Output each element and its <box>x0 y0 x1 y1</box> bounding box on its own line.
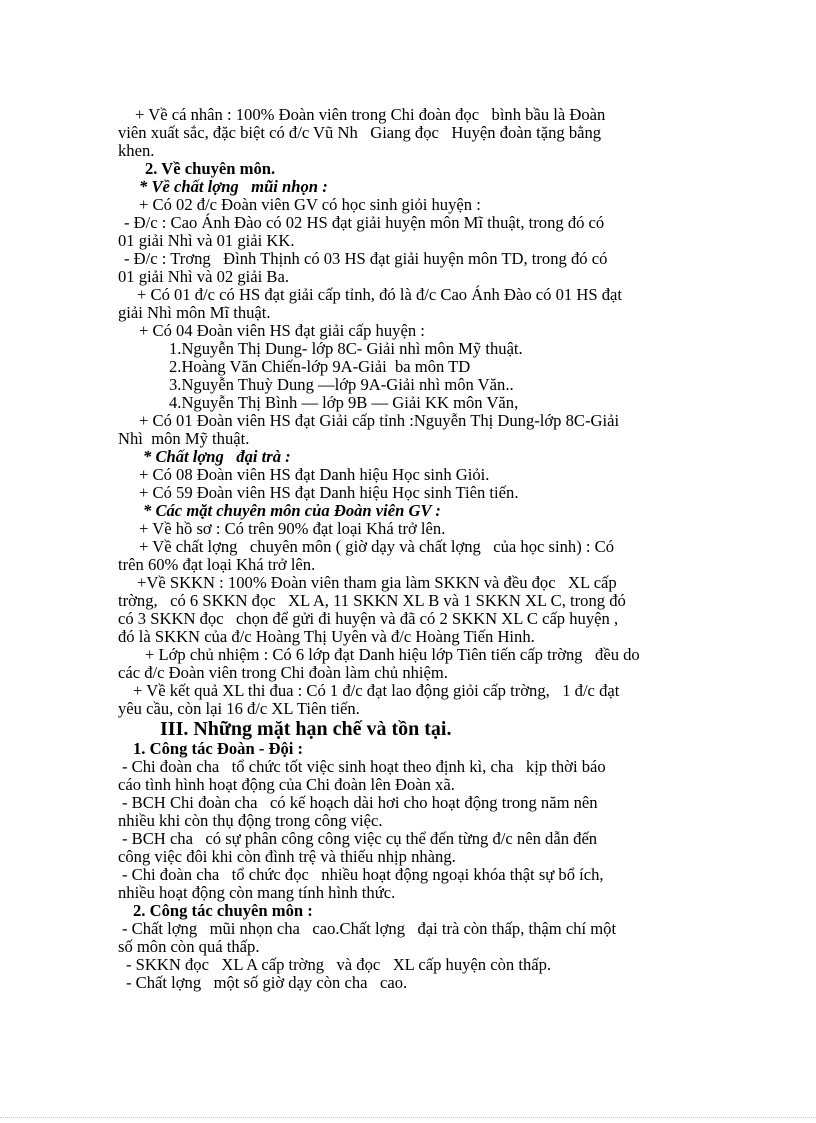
text-line: - SKKN đọc XL A cấp trờng và đọc XL cấp huyện còn thấp. <box>126 955 552 974</box>
text-line: + Có 08 Đoàn viên HS đạt Danh hiệu Học sinh Giỏi. <box>139 465 490 484</box>
text-line: các đ/c Đoàn viên trong Chi đoàn làm chủ nhiệm. <box>118 663 448 682</box>
text-line: viên xuất sắc, đặc biệt có đ/c Vũ Nh Giang đọc Huyện đoàn tặng bằng <box>118 123 602 142</box>
text-line: - BCH Chi đoàn cha có kế hoạch dài hơi cho hoạt động trong năm nên <box>122 793 598 812</box>
text-line: + Về chất lợng chuyên môn ( giờ dạy và chất lợng của học sinh) : Có <box>139 537 615 556</box>
text-line: có 3 SKKN đọc chọn để gửi đi huyện và đã có 2 SKKN XL C cấp huyện , <box>118 609 619 628</box>
text-line: - Chi đoàn cha tổ chức tốt việc sinh hoạt theo định kì, cha kịp thời báo <box>122 757 606 776</box>
text-line: trên 60% đạt loại Khá trở lên. <box>118 555 316 574</box>
page-bottom-border <box>0 1117 816 1118</box>
subsection-heading: * Các mặt chuyên môn của Đoàn viên GV : <box>143 501 441 520</box>
text-line: nhiều khi còn thụ động trong công việc. <box>118 811 383 830</box>
text-line: Nhì môn Mỹ thuật. <box>118 429 250 448</box>
text-line: + Về kết quả XL thi đua : Có 1 đ/c đạt lao động giỏi cấp trờng, 1 đ/c đạt <box>133 681 620 700</box>
text-line: - Chất lợng mũi nhọn cha cao.Chất lợng đại trà còn thấp, thậm chí một <box>122 919 617 938</box>
text-line: nhiều hoạt động còn mang tính hình thức. <box>118 883 396 902</box>
text-line: cáo tình hình hoạt động của Chi đoàn lên Đoàn xã. <box>118 775 455 794</box>
text-line: 01 giải Nhì và 01 giải KK. <box>118 231 295 250</box>
text-line: số môn còn quá thấp. <box>118 937 260 956</box>
text-line: +Về SKKN : 100% Đoàn viên tham gia làm SKKN và đều đọc XL cấp <box>137 573 617 592</box>
section-heading: 2. Về chuyên môn. <box>145 159 276 178</box>
text-line: + Về hồ sơ : Có trên 90% đạt loại Khá trở lên. <box>139 519 446 538</box>
text-line: + Có 02 đ/c Đoàn viên GV có học sinh giỏi huyện : <box>139 195 481 214</box>
subsection-heading: * Chất lợng đại trà : <box>143 447 291 466</box>
text-line: công việc đôi khi còn đình trệ và thiếu nhịp nhàng. <box>118 847 456 866</box>
text-line: 01 giải Nhì và 02 giải Ba. <box>118 267 289 286</box>
list-item: 4.Nguyễn Thị Bình — lớp 9B — Giải KK môn Văn, <box>169 393 519 412</box>
section-heading: 1. Công tác Đoàn - Đội : <box>133 739 304 758</box>
text-line: + Có 59 Đoàn viên HS đạt Danh hiệu Học sinh Tiên tiến. <box>139 483 519 502</box>
text-line: + Có 01 đ/c có HS đạt giải cấp tỉnh, đó là đ/c Cao Ánh Đào có 01 HS đạt <box>137 285 622 304</box>
text-line: - Chất lợng một số giờ dạy còn cha cao. <box>126 973 408 992</box>
list-item: 1.Nguyễn Thị Dung- lớp 8C- Giải nhì môn Mỹ thuật. <box>169 339 523 358</box>
list-item: 3.Nguyễn Thuỳ Dung —lớp 9A-Giải nhì môn Văn.. <box>169 375 514 394</box>
text-line: - BCH cha có sự phân công công việc cụ thể đến từng đ/c nên dẫn đến <box>122 829 598 848</box>
subsection-heading: * Về chất lợng mũi nhọn : <box>139 177 328 196</box>
text-line: + Lớp chủ nhiệm : Có 6 lớp đạt Danh hiệu lớp Tiên tiến cấp trờng đều do <box>145 645 640 664</box>
text-line: + Có 04 Đoàn viên HS đạt giải cấp huyện : <box>139 321 425 340</box>
text-line: khen. <box>118 141 155 160</box>
text-line: yêu cầu, còn lại 16 đ/c XL Tiên tiến. <box>118 699 360 718</box>
text-line: trờng, có 6 SKKN đọc XL A, 11 SKKN XL B và 1 SKKN XL C, trong đó <box>118 591 626 610</box>
section-heading: III. Những mặt hạn chế và tồn tại. <box>160 718 452 740</box>
section-heading: 2. Công tác chuyên môn : <box>133 901 313 920</box>
text-line: giải Nhì môn Mĩ thuật. <box>118 303 271 322</box>
text-line: - Chi đoàn cha tổ chức đọc nhiều hoạt động ngoại khóa thật sự bổ ích, <box>122 865 604 884</box>
text-line: đó là SKKN của đ/c Hoàng Thị Uyên và đ/c Hoàng Tiến Hinh. <box>118 627 535 646</box>
text-line: + Có 01 Đoàn viên HS đạt Giải cấp tỉnh :Nguyễn Thị Dung-lớp 8C-Giải <box>139 411 620 430</box>
text-line: + Về cá nhân : 100% Đoàn viên trong Chi đoàn đọc bình bầu là Đoàn <box>135 105 606 124</box>
list-item: 2.Hoàng Văn Chiến-lớp 9A-Giải ba môn TD <box>169 357 471 376</box>
text-line: - Đ/c : Trơng Đình Thịnh có 03 HS đạt giải huyện môn TD, trong đó có <box>124 249 608 268</box>
text-line: - Đ/c : Cao Ánh Đào có 02 HS đạt giải huyện môn Mĩ thuật, trong đó có <box>124 213 605 232</box>
